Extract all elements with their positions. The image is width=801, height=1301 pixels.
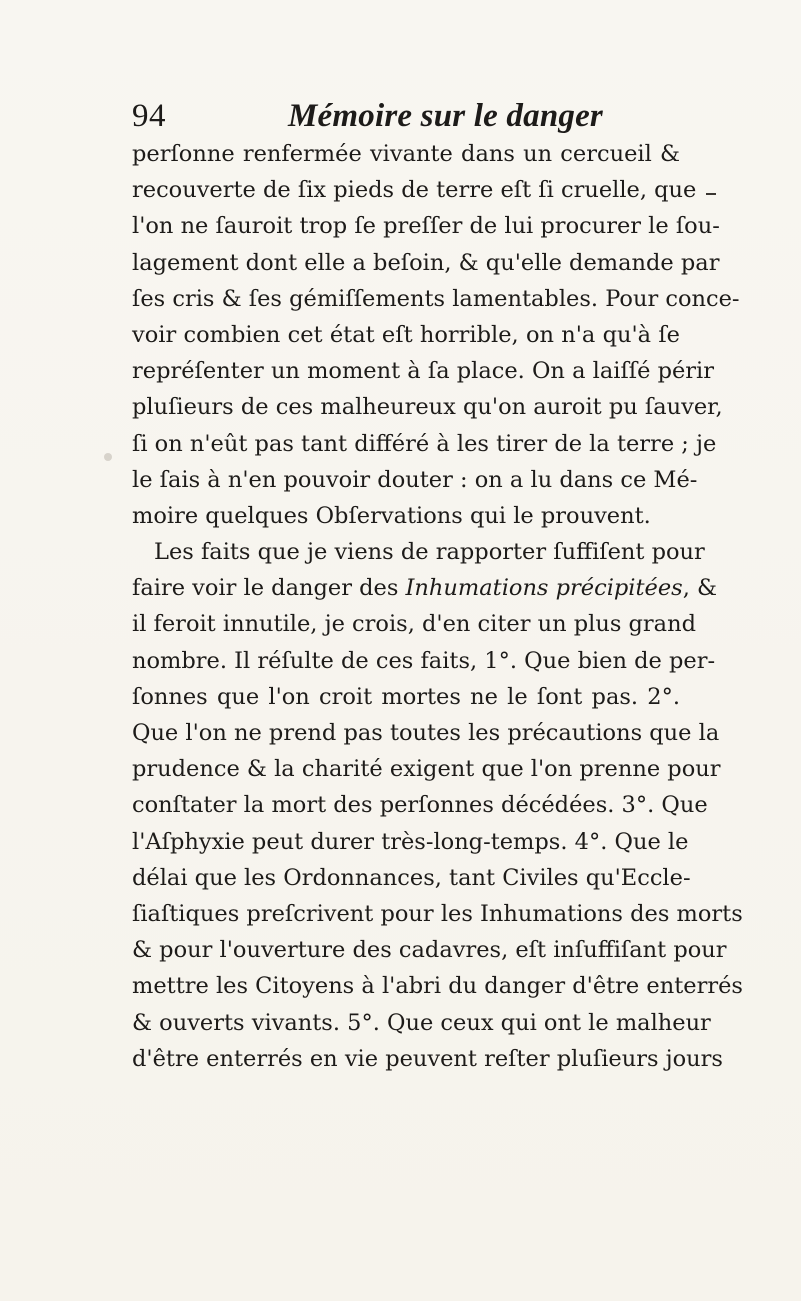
text-line: délai que les Ordonnances, tant Civiles qu'Eccle- bbox=[132, 864, 691, 891]
text-line: & ouverts vivants. 5°. Que ceux qui ont le malheur bbox=[132, 1009, 711, 1036]
text-line: moire quelques Obſervations qui le prouvent. bbox=[132, 502, 651, 529]
text-segment: faire voir le danger des bbox=[132, 575, 406, 602]
text-line: pluſieurs de ces malheureux qu'on auroit pu ſauver, bbox=[132, 394, 723, 421]
text-line: prudence & la charité exigent que l'on prenne pour bbox=[132, 756, 721, 783]
text-line: ſes cris & ſes gémiſſements lamentables. Pour conce- bbox=[132, 285, 740, 312]
text-line: d'être enterrés en vie peuvent reſter pluſieurs jours bbox=[132, 1045, 723, 1072]
text-line: mettre les Citoyens à l'abri du danger d'être enterrés bbox=[132, 973, 743, 1000]
text-line: lagement dont elle a beſoin, & qu'elle demande par bbox=[132, 249, 720, 276]
text-line: l'on ne ſauroit trop ſe preſſer de lui procurer le ſou- bbox=[132, 213, 720, 240]
text-line: voir combien cet état eſt horrible, on n'a qu'à ſe bbox=[132, 321, 680, 348]
text-line: perſonne renfermée vivante dans un cercueil & bbox=[132, 141, 680, 167]
page-number: 94 bbox=[132, 98, 166, 134]
text-line: nombre. Il réſulte de ces faits, 1°. Que bien de per- bbox=[132, 647, 716, 674]
italic-phrase: Inhumations précipitées bbox=[405, 575, 683, 602]
text-line: Que l'on ne prend pas toutes les précautions que la bbox=[132, 720, 720, 746]
running-head bbox=[132, 96, 672, 136]
text-line: ſiaſtiques preſcrivent pour les Inhumations des morts bbox=[132, 900, 743, 927]
body-text bbox=[132, 136, 743, 1077]
margin-speck bbox=[104, 453, 112, 461]
margin-dash-mark bbox=[706, 193, 716, 195]
text-line: ſi on n'eût pas tant différé à les tirer de la terre ; je bbox=[132, 430, 717, 457]
text-line: conſtater la mort des perſonnes décédées. 3°. Que bbox=[132, 792, 708, 819]
text-line-mixed bbox=[132, 570, 718, 606]
text-segment: , & bbox=[682, 575, 718, 602]
text-line: le ſais à n'en pouvoir douter : on a lu dans ce Mé- bbox=[132, 466, 698, 493]
text-line: ſonnes que l'on croit mortes ne le ſont pas. 2°. bbox=[132, 683, 680, 710]
running-title: Mémoire sur le danger bbox=[288, 98, 603, 134]
text-line: recouverte de ſix pieds de terre eſt ſi cruelle, que bbox=[132, 177, 697, 204]
text-line: l'Aſphyxie peut durer très-long-temps. 4°. Que le bbox=[132, 828, 689, 855]
text-line: & pour l'ouverture des cadavres, eſt inſuffiſant pour bbox=[132, 937, 727, 964]
text-line: Les faits que je viens de rapporter ſuffiſent pour bbox=[154, 539, 705, 566]
text-line: il feroit innutile, je crois, d'en citer un plus grand bbox=[132, 611, 696, 638]
text-line: repréſenter un moment à ſa place. On a laiſſé périr bbox=[132, 358, 715, 385]
